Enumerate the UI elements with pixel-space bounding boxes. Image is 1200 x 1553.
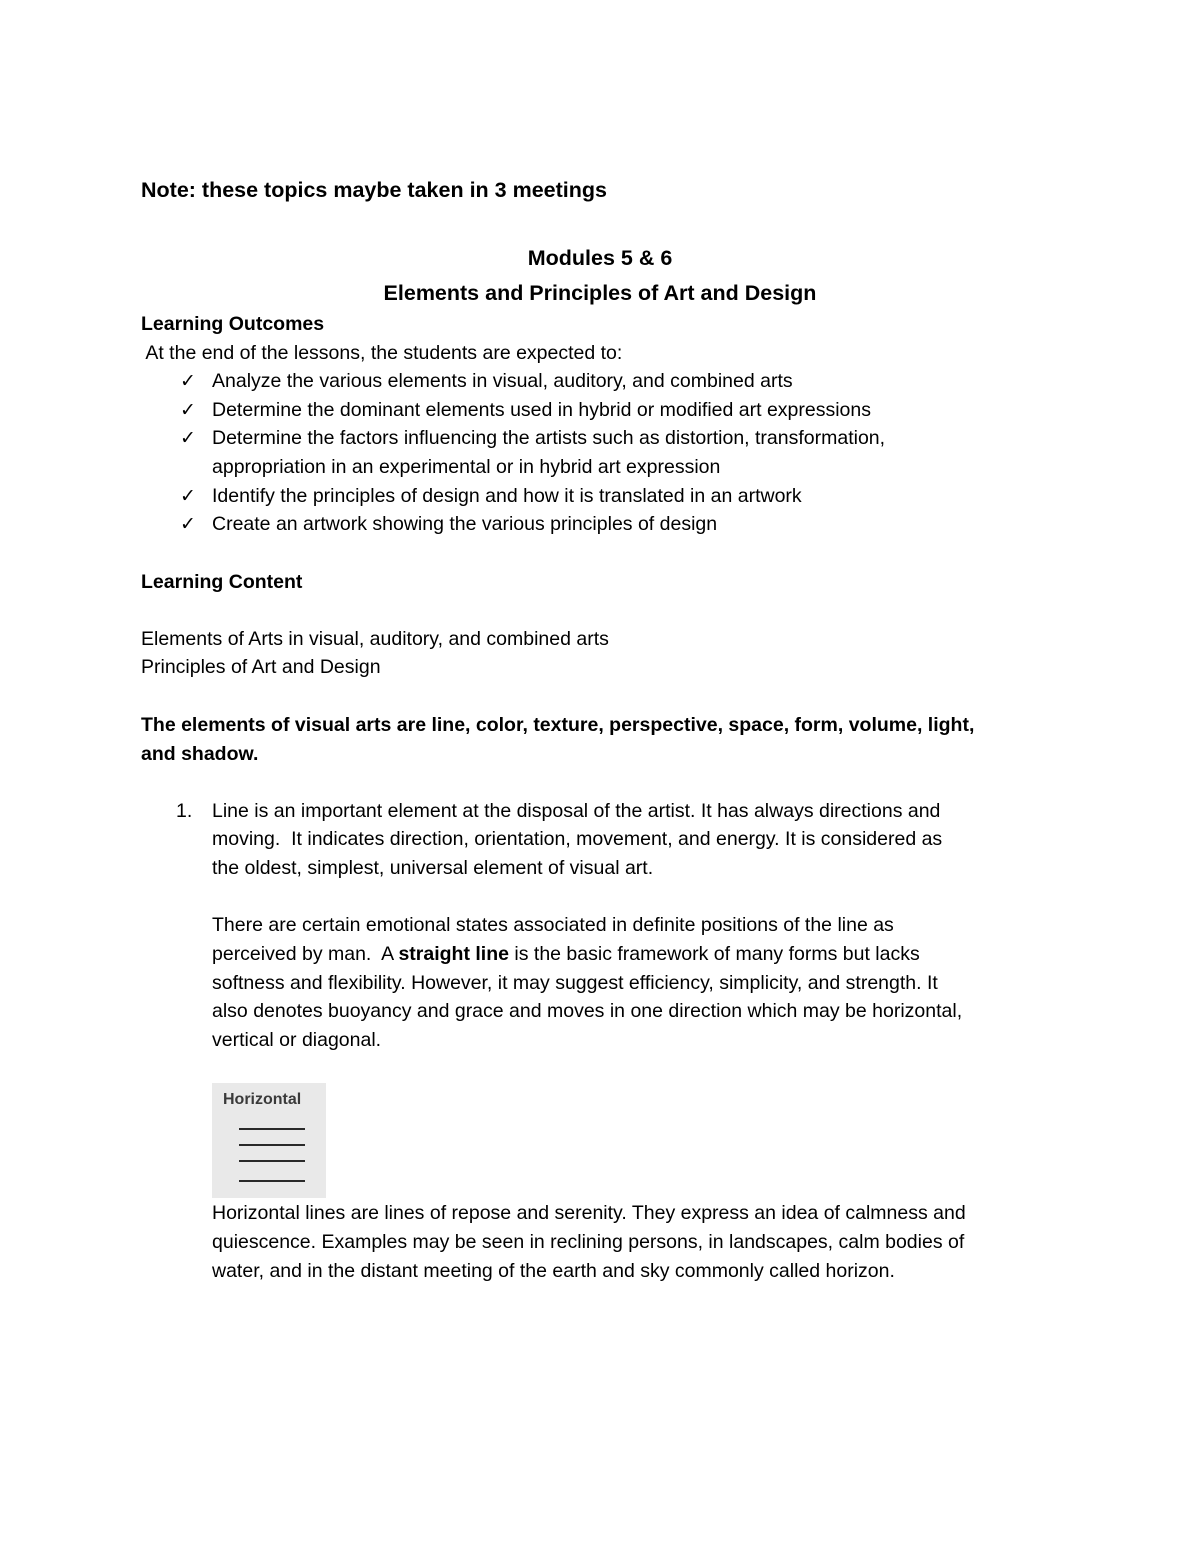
outcome-item: Analyze the various elements in visual, auditory, and combined arts: [212, 370, 793, 392]
horizontal-line-mark: [239, 1160, 305, 1162]
paragraph-line: water, and in the distant meeting of the earth and sky commonly called horizon.: [212, 1260, 895, 1282]
text-run: perceived by man. A: [212, 943, 399, 965]
paragraph-line: also denotes buoyancy and grace and moves in one direction which may be horizontal,: [212, 1000, 963, 1022]
paragraph-line: Horizontal lines are lines of repose and serenity. They express an idea of calmness and: [212, 1202, 966, 1224]
outcome-item: Identify the principles of design and how it is translated in an artwork: [212, 485, 802, 507]
elements-statement: The elements of visual arts are line, color, texture, perspective, space, form, volume, light,: [141, 714, 975, 736]
modules-heading: Modules 5 & 6: [527, 246, 673, 270]
emphasis-straight-line: straight line: [398, 943, 509, 965]
outcome-item: Determine the factors influencing the artists such as distortion, transformation,: [212, 427, 886, 449]
paragraph-line: Line is an important element at the disposal of the artist. It has always directions and: [212, 800, 941, 822]
check-icon: ✓: [180, 428, 196, 449]
content-line: Elements of Arts in visual, auditory, and combined arts: [141, 628, 609, 650]
horizontal-line-mark: [239, 1144, 305, 1146]
paragraph-line: the oldest, simplest, universal element of visual art.: [212, 857, 654, 879]
note-line: Note: these topics maybe taken in 3 meetings: [141, 178, 607, 202]
check-icon: ✓: [180, 514, 196, 535]
paragraph-line: softness and flexibility. However, it may suggest efficiency, simplicity, and strength. It: [212, 972, 938, 994]
horizontal-line-mark: [239, 1180, 305, 1182]
check-icon: ✓: [180, 400, 196, 421]
check-icon: ✓: [180, 371, 196, 392]
check-icon: ✓: [180, 486, 196, 507]
content-line: Principles of Art and Design: [141, 656, 381, 678]
paragraph-line: moving. It indicates direction, orientation, movement, and energy. It is considered as: [212, 828, 943, 850]
text-run: is the basic framework of many forms but lacks: [508, 943, 920, 965]
list-number: 1.: [176, 800, 193, 822]
paragraph-line: vertical or diagonal.: [212, 1029, 382, 1051]
paragraph-line: quiescence. Examples may be seen in reclining persons, in landscapes, calm bodies of: [212, 1231, 965, 1253]
figure-label: Horizontal: [223, 1091, 302, 1108]
elements-statement-continuation: and shadow.: [141, 743, 259, 765]
horizontal-lines-figure: [212, 1083, 326, 1198]
outcome-item-continuation: appropriation in an experimental or in hybrid art expression: [212, 456, 721, 478]
horizontal-line-mark: [239, 1128, 305, 1130]
learning-outcomes-heading: Learning Outcomes: [141, 313, 325, 335]
learning-content-heading: Learning Content: [141, 571, 303, 593]
paragraph-line: [212, 940, 920, 969]
outcome-item: Determine the dominant elements used in hybrid or modified art expressions: [212, 399, 872, 421]
outcomes-intro: At the end of the lessons, the students are expected to:: [141, 342, 623, 364]
document-title: Elements and Principles of Art and Design: [383, 281, 817, 305]
paragraph-line: There are certain emotional states associated in definite positions of the line as: [212, 914, 894, 936]
outcome-item: Create an artwork showing the various principles of design: [212, 513, 718, 535]
